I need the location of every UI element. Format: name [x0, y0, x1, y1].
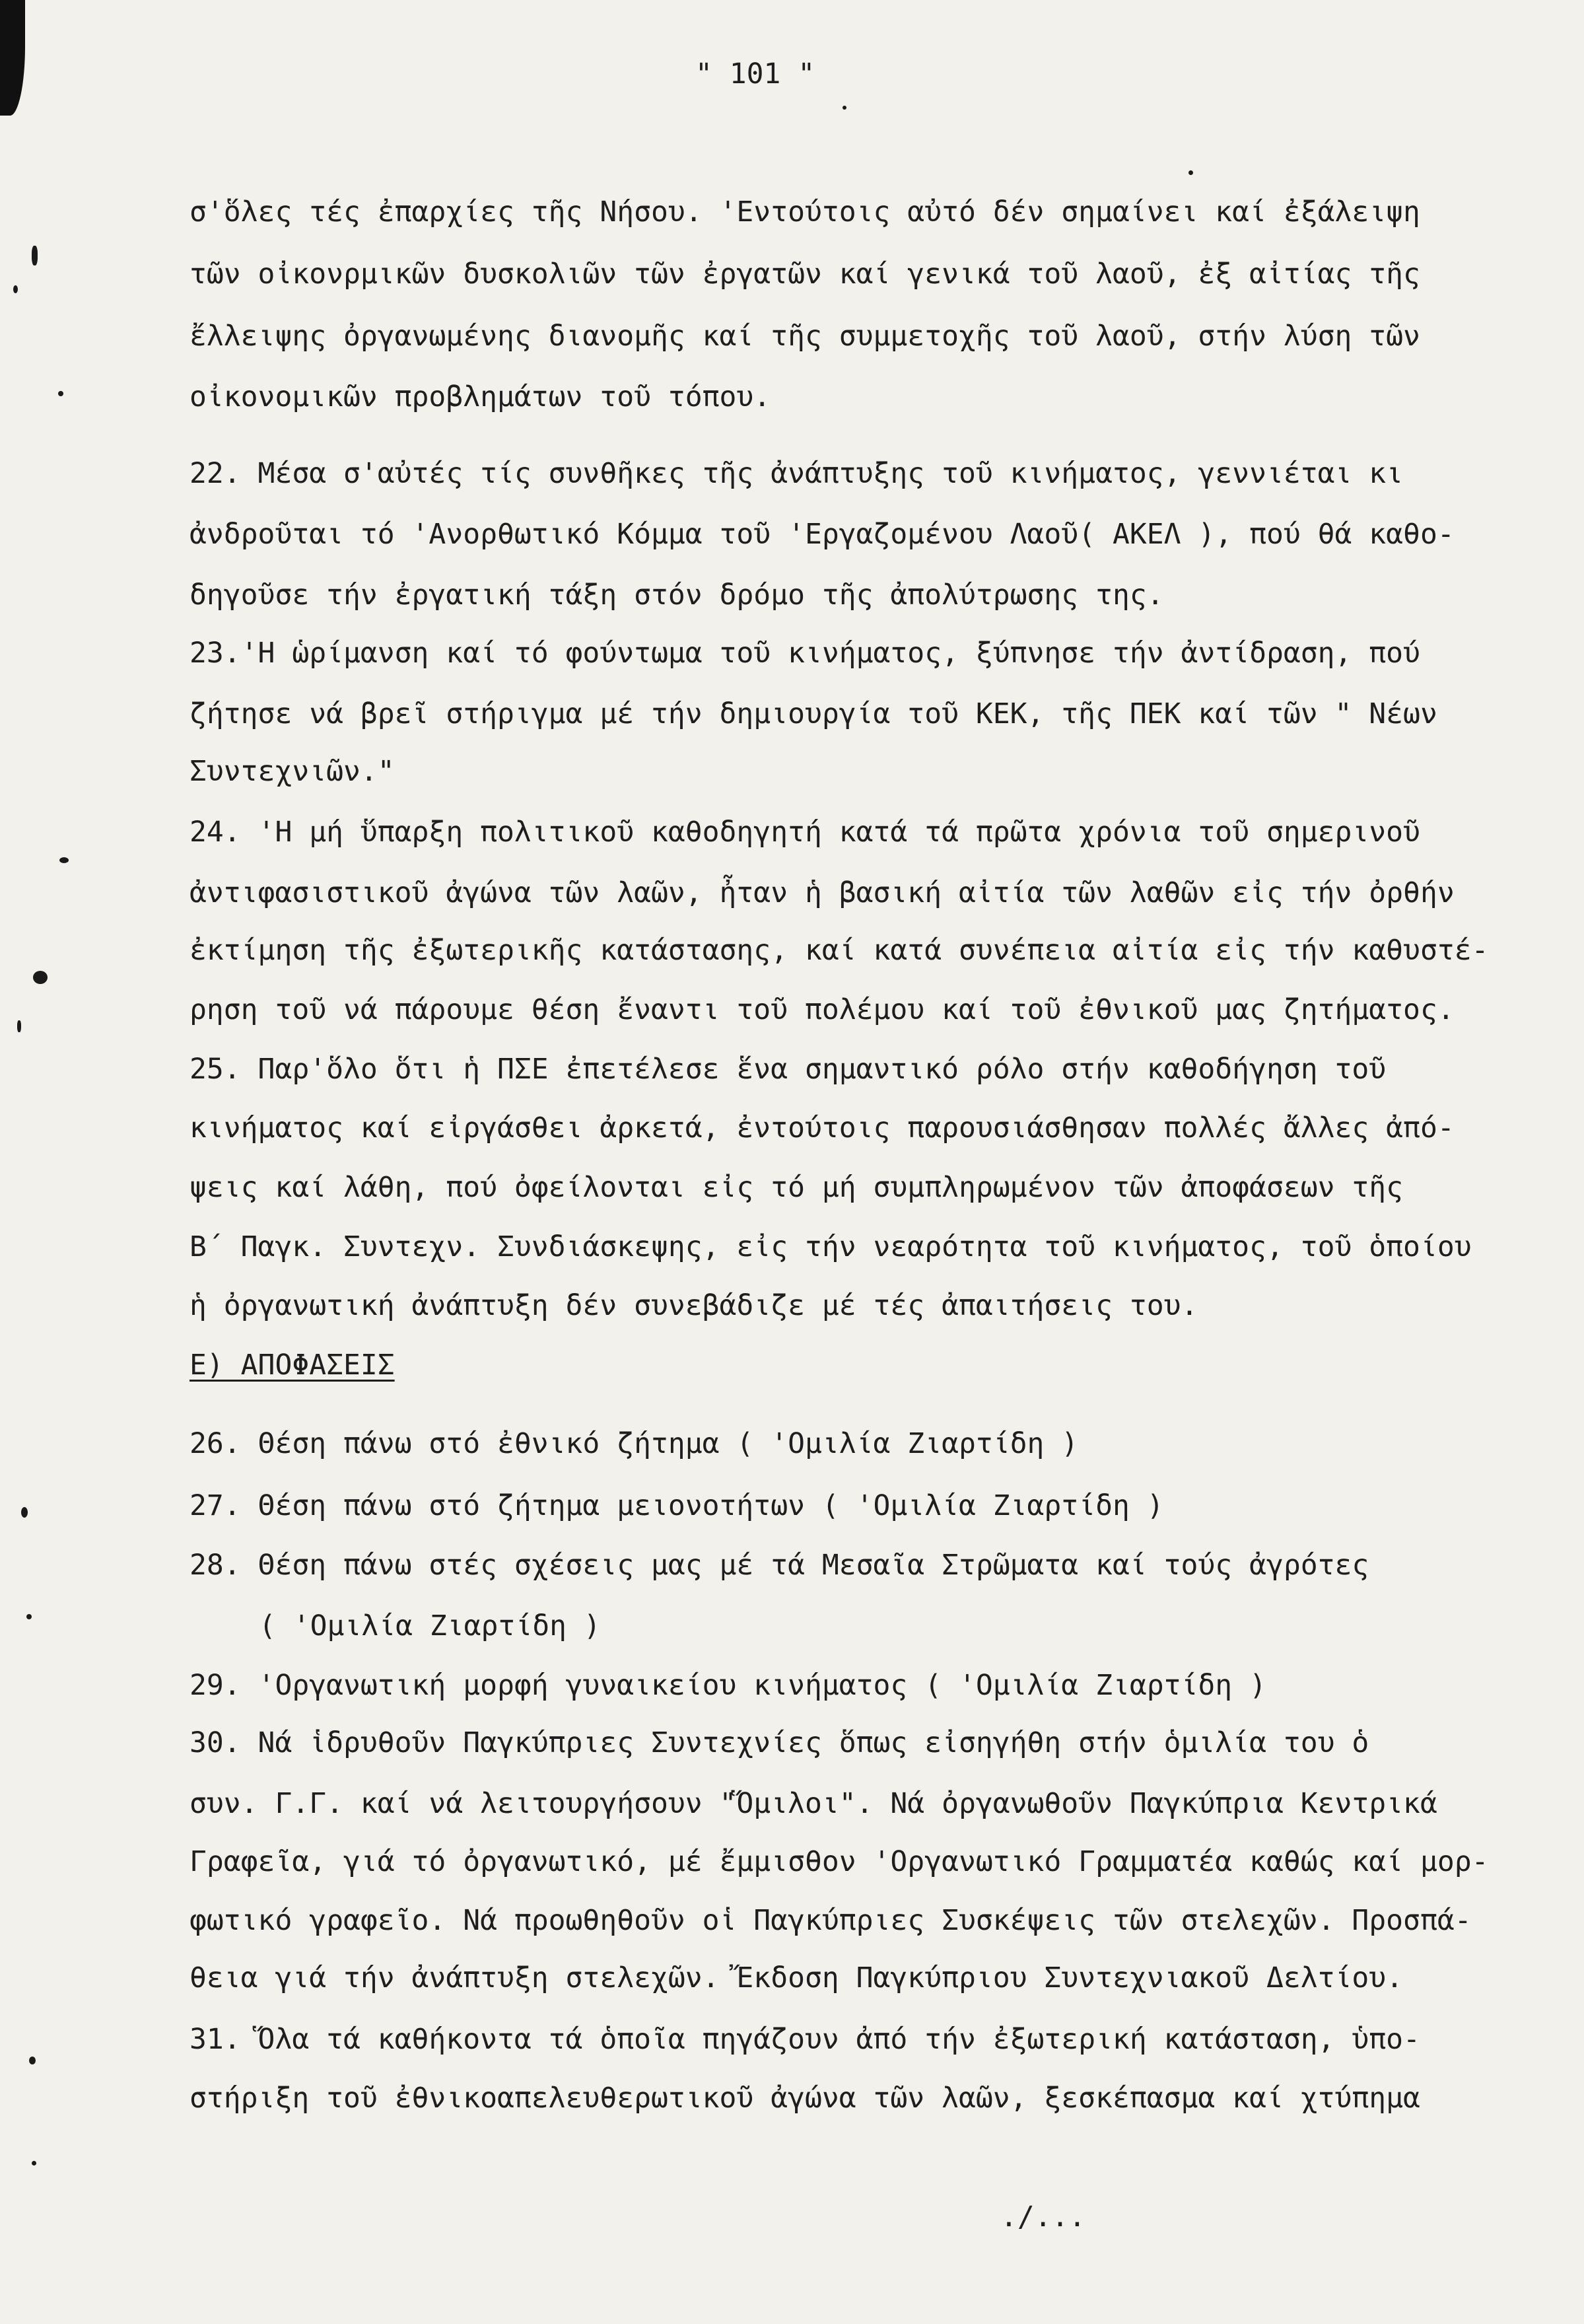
- scan-speck: [21, 1507, 28, 1518]
- scan-speck: [13, 285, 18, 293]
- text-line: ἡ ὀργανωτική ἀνάπτυξη δέν συνεβάδιζε μέ τές ἀπαιτήσεις του.: [189, 1289, 1198, 1322]
- scan-speck: [1188, 170, 1193, 175]
- text-line: συν. Γ.Γ. καί νά λειτουργήσουν "Ὅμιλοι". Νά ὀργανωθοῦν Παγκύπρια Κεντρικά: [189, 1787, 1437, 1820]
- text-line: στήριξη τοῦ ἐθνικοαπελευθερωτικοῦ ἀγώνα τῶν λαῶν, ξεσκέπασμα καί χτύπημα: [189, 2082, 1420, 2115]
- scan-speck: [843, 106, 846, 110]
- text-line: ρηση τοῦ νά πάρουμε θέση ἔναντι τοῦ πολέμου καί τοῦ ἐθνικοῦ μας ζητήματος.: [189, 993, 1455, 1026]
- text-line: 29. 'Οργανωτική μορφή γυναικείου κινήματος ( 'Ομιλία Ζιαρτίδη ): [189, 1669, 1266, 1702]
- text-line: ψεις καί λάθη, πού ὀφείλονται εἰς τό μή συμπληρωμένον τῶν ἀποφάσεων τῆς: [189, 1171, 1404, 1204]
- scan-speck: [32, 2161, 36, 2166]
- text-line: τῶν οἰκονρμικῶν δυσκολιῶν τῶν ἐργατῶν καί γενικά τοῦ λαοῦ, ἐξ αἰτίας τῆς: [189, 258, 1420, 291]
- text-line: ἐκτίμηση τῆς ἐξωτερικῆς κατάστασης, καί κατά συνέπεια αἰτία εἰς τήν καθυστέ-: [189, 934, 1489, 967]
- text-line: 30. Νά ἱδρυθοῦν Παγκύπριες Συντεχνίες ὅπως εἰσηγήθη στήν ὁμιλία του ὁ: [189, 1726, 1369, 1759]
- text-line: ἔλλειψης ὀργανωμένης διανομῆς καί τῆς συμμετοχῆς τοῦ λαοῦ, στήν λύση τῶν: [189, 320, 1420, 353]
- text-line: ( 'Ομιλία Ζιαρτίδη ): [259, 1609, 601, 1642]
- text-line: δηγοῦσε τήν ἐργατική τάξη στόν δρόμο τῆς ἀπολύτρωσης της.: [189, 579, 1164, 612]
- scan-speck: [26, 1614, 32, 1619]
- scan-speck: [59, 857, 69, 863]
- text-line: Συντεχνιῶν.": [189, 755, 395, 788]
- scan-speck: [17, 1020, 21, 1032]
- text-line: σ'ὅλες τές ἐπαρχίες τῆς Νήσου. 'Εντούτοις αὐτό δέν σημαίνει καί ἐξάλειψη: [189, 195, 1420, 229]
- text-line: κινήματος καί εἰργάσθει ἀρκετά, ἐντούτοις παρουσιάσθησαν πολλές ἄλλες ἀπό-: [189, 1111, 1455, 1144]
- text-line: Β΄ Παγκ. Συντεχν. Συνδιάσκεψης, εἰς τήν νεαρότητα τοῦ κινήματος, τοῦ ὁποίου: [189, 1230, 1472, 1263]
- continuation-marker: ./...: [1000, 2201, 1086, 2234]
- scan-speck: [33, 971, 48, 984]
- text-line: 23.'Η ὡρίμανση καί τό φούντωμα τοῦ κινήματος, ξύπνησε τήν ἀντίδραση, πού: [189, 637, 1420, 670]
- text-line: ἀνδροῦται τό 'Ανορθωτικό Κόμμα τοῦ 'Εργαζομένου Λαοῦ( ΑΚΕΛ ), πού θά καθο-: [189, 518, 1455, 551]
- text-line: Γραφεῖα, γιά τό ὀργανωτικό, μέ ἔμμισθον 'Οργανωτικό Γραμματέα καθώς καί μορ-: [189, 1845, 1489, 1878]
- text-line: 27. Θέση πάνω στό ζήτημα μειονοτήτων ( 'Ομιλία Ζιαρτίδη ): [189, 1489, 1164, 1522]
- text-line: 28. Θέση πάνω στές σχέσεις μας μέ τά Μεσαῖα Στρῶματα καί τούς ἀγρότες: [189, 1549, 1369, 1582]
- scan-speck: [58, 391, 63, 396]
- scan-edge-shadow: [0, 0, 25, 116]
- text-line: 25. Παρ'ὅλο ὅτι ἡ ΠΣΕ ἐπετέλεσε ἕνα σημαντικό ρόλο στήν καθοδήγηση τοῦ: [189, 1053, 1387, 1086]
- section-heading: Ε) ΑΠΟΦΑΣΕΙΣ: [189, 1349, 395, 1382]
- text-line: ζήτησε νά βρεῖ στήριγμα μέ τήν δημιουργία τοῦ ΚΕΚ, τῆς ΠΕΚ καί τῶν " Νέων: [189, 697, 1437, 730]
- text-line: θεια γιά τήν ἀνάπτυξη στελεχῶν. Ἔκδοση Παγκύπριου Συντεχνιακοῦ Δελτίου.: [189, 1961, 1404, 1994]
- scan-speck: [32, 246, 38, 265]
- text-line: 24. 'Η μή ὕπαρξη πολιτικοῦ καθοδηγητή κατά τά πρῶτα χρόνια τοῦ σημερινοῦ: [189, 816, 1420, 849]
- text-line: φωτικό γραφεῖο. Νά προωθηθοῦν οἱ Παγκύπριες Συσκέψεις τῶν στελεχῶν. Προσπά-: [189, 1904, 1472, 1937]
- text-line: 22. Μέσα σ'αὐτές τίς συνθῆκες τῆς ἀνάπτυξης τοῦ κινήματος, γεννιέται κι: [189, 457, 1404, 490]
- text-line: 26. Θέση πάνω στό ἐθνικό ζήτημα ( 'Ομιλία Ζιαρτίδη ): [189, 1427, 1079, 1460]
- text-line: οἰκονομικῶν προβλημάτων τοῦ τόπου.: [189, 380, 771, 413]
- page-number: " 101 ": [695, 57, 815, 90]
- scan-speck: [29, 2057, 36, 2064]
- text-line: 31. Ὅλα τά καθήκοντα τά ὁποῖα πηγάζουν ἀπό τήν ἐξωτερική κατάσταση, ὑπο-: [189, 2023, 1420, 2056]
- text-line: ἀντιφασιστικοῦ ἀγώνα τῶν λαῶν, ἦταν ἡ βασική αἰτία τῶν λαθῶν εἰς τήν ὀρθήν: [189, 876, 1455, 909]
